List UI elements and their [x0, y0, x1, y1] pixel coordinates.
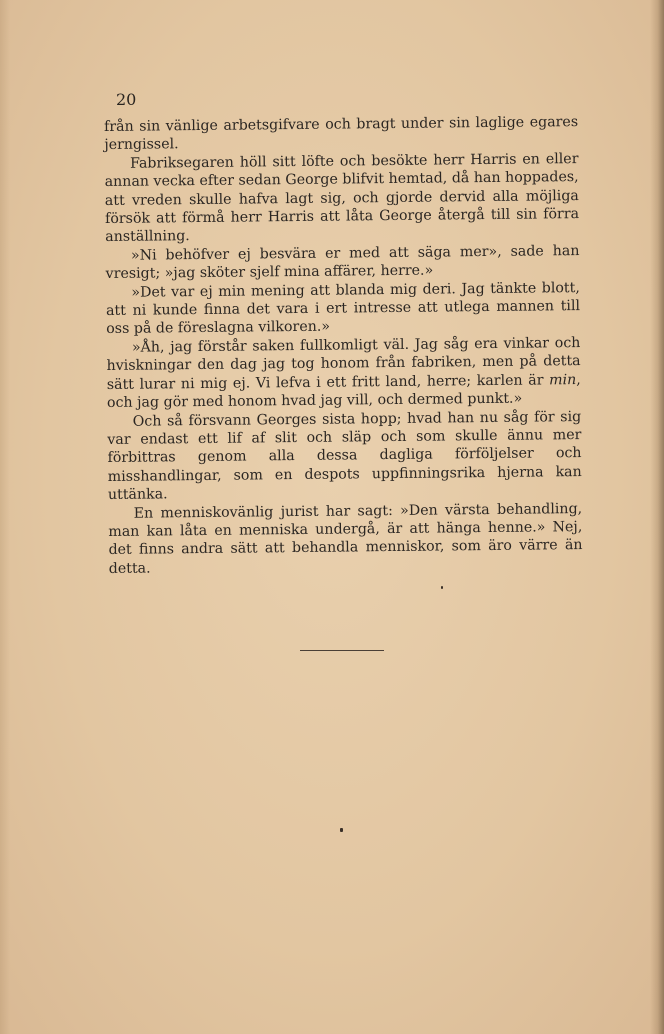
- paragraph: En menniskovänlig jurist har sagt: »Den värsta behandling, man kan låta en menniska undergå, är att hänga henne.» Nej, det finns andra sätt att behandla menniskor, som äro värre än detta.: [108, 500, 583, 577]
- page-number: 20: [116, 90, 137, 109]
- paragraph: från sin vänlige arbetsgifvare och bragt under sin laglige egares jerngissel.: [104, 114, 579, 154]
- ink-speck: [441, 586, 443, 589]
- paragraph: Och så försvann Georges sista hopp; hvad han nu såg för sig var endast ett lif af slit och släp och som skulle ännu mer förbittras genom alla dessa dagliga förföljelser och misshandlingar, som en despots uppfinningsrika hjerna kan uttänka.: [107, 408, 582, 504]
- page-right-edge-shadow: [650, 0, 664, 1034]
- paragraph: »Det var ej min mening att blanda mig deri. Jag tänkte blott, att ni kunde finna det vara i ert intresse att utlega mannen till oss på de föreslagna vilkoren.»: [105, 279, 581, 338]
- emphasized-word: min: [549, 371, 577, 389]
- page-left-edge-shadow: [0, 0, 10, 1034]
- paragraph: Fabriksegaren höll sitt löfte och besökte herr Harris en eller annan vecka efter sedan George blifvit hemtad, då han hoppades, att vreden skulle hafva lagt sig, och gjorde dervid alla möjliga försök att förmå herr Harris att låta George återgå till sin förra anställning.: [104, 150, 580, 246]
- body-text: [104, 113, 583, 578]
- paragraph: »Åh, jag förstår saken fullkomligt väl. Jag såg era vinkar och hviskningar den dag jag tog honom från fabriken, men på detta sätt lurar ni mig ej. Vi lefva i ett fritt land, herre; karlen är min, och jag gör med honom hvad jag vill, och dermed punkt.»: [106, 334, 581, 412]
- paragraph: »Ni behöfver ej besvära er med att säga mer», sade han vresigt; »jag sköter sjelf mina affärer, herre.»: [105, 242, 580, 283]
- section-divider-rule: [300, 650, 384, 651]
- ink-speck: [340, 828, 343, 832]
